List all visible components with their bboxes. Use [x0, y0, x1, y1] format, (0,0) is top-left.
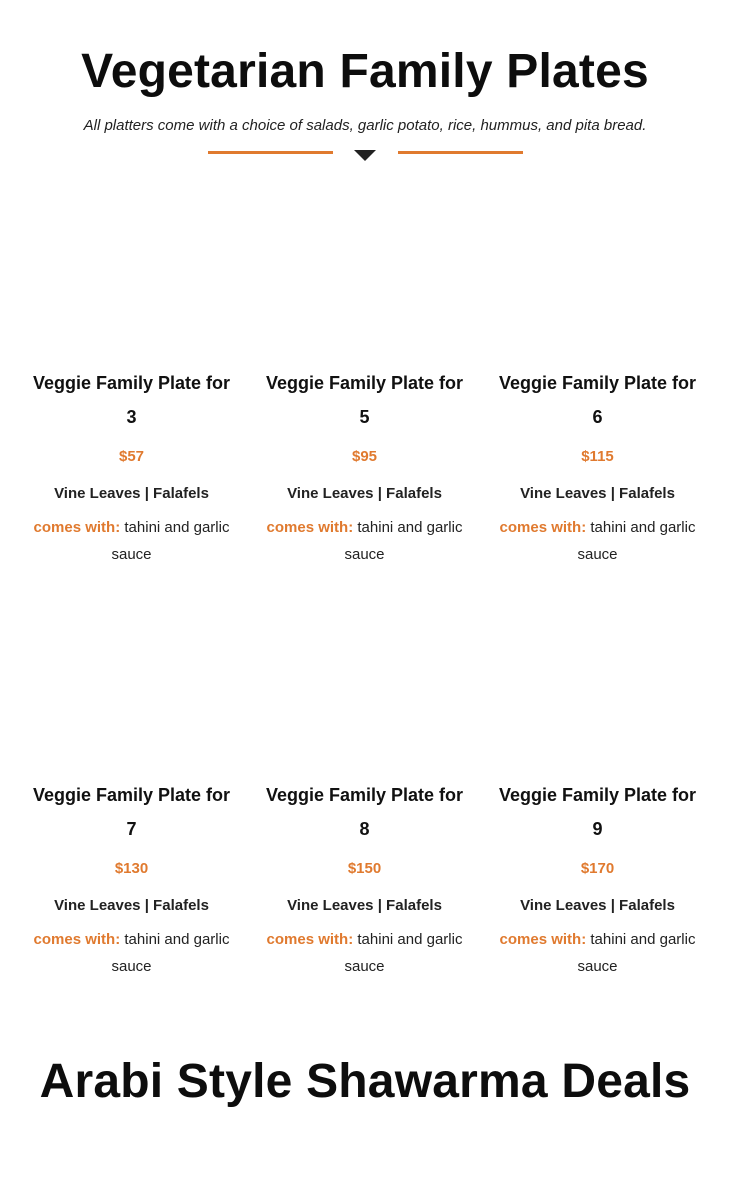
comes-with-label: comes with:	[266, 931, 354, 948]
section-title: Vegetarian Family Plates	[81, 45, 649, 98]
section-subtitle: All platters come with a choice of salads, garlic potato, rice, hummus, and pita bread.	[83, 117, 647, 134]
plate-price: $95	[351, 448, 378, 465]
plate-items: Vine Leaves | Falafels	[287, 897, 442, 914]
comes-with-text: tahini and garlic sauce	[344, 931, 463, 975]
plate-items: Vine Leaves | Falafels	[54, 897, 209, 914]
comes-with-label: comes with:	[266, 519, 354, 536]
plate-items: Vine Leaves | Falafels	[287, 485, 442, 502]
plate-price: $150	[347, 860, 382, 877]
plate-name: Veggie Family Plate for 9	[498, 785, 697, 839]
comes-with-text: tahini and garlic sauce	[111, 931, 230, 975]
plate-extra	[488, 926, 707, 980]
plate-card	[22, 366, 241, 778]
plate-name: Veggie Family Plate for 5	[265, 373, 464, 427]
comes-with-label: comes with:	[499, 519, 587, 536]
comes-with-text: tahini and garlic sauce	[111, 519, 230, 563]
plate-card	[488, 366, 707, 778]
next-section-title: Arabi Style Shawarma Deals	[39, 1055, 691, 1108]
comes-with-text: tahini and garlic sauce	[344, 519, 463, 563]
divider-line-left	[208, 151, 333, 154]
plate-price: $115	[581, 448, 614, 465]
plate-price: $57	[118, 448, 145, 465]
plate-card	[22, 778, 241, 1190]
triangle-down-icon	[354, 150, 376, 161]
plate-price: $170	[580, 860, 615, 877]
plate-extra	[488, 514, 707, 568]
plate-items: Vine Leaves | Falafels	[520, 897, 675, 914]
comes-with-text: tahini and garlic sauce	[577, 931, 696, 975]
comes-with-label: comes with:	[33, 519, 121, 536]
divider-line-right	[398, 151, 523, 154]
plate-name: Veggie Family Plate for 3	[32, 373, 231, 427]
plate-card	[488, 778, 707, 1190]
plate-extra	[255, 926, 474, 980]
plate-items: Vine Leaves | Falafels	[520, 485, 675, 502]
plate-items: Vine Leaves | Falafels	[54, 485, 209, 502]
plate-name: Veggie Family Plate for 8	[265, 785, 464, 839]
plate-extra	[22, 926, 241, 980]
plate-extra	[22, 514, 241, 568]
plate-name: Veggie Family Plate for 7	[32, 785, 231, 839]
plate-card	[255, 366, 474, 778]
plate-name: Veggie Family Plate for 6	[498, 373, 697, 427]
plate-price: $130	[114, 860, 149, 877]
comes-with-text: tahini and garlic sauce	[577, 519, 696, 563]
comes-with-label: comes with:	[499, 931, 587, 948]
plate-card	[255, 778, 474, 1190]
comes-with-label: comes with:	[33, 931, 121, 948]
plate-extra	[255, 514, 474, 568]
